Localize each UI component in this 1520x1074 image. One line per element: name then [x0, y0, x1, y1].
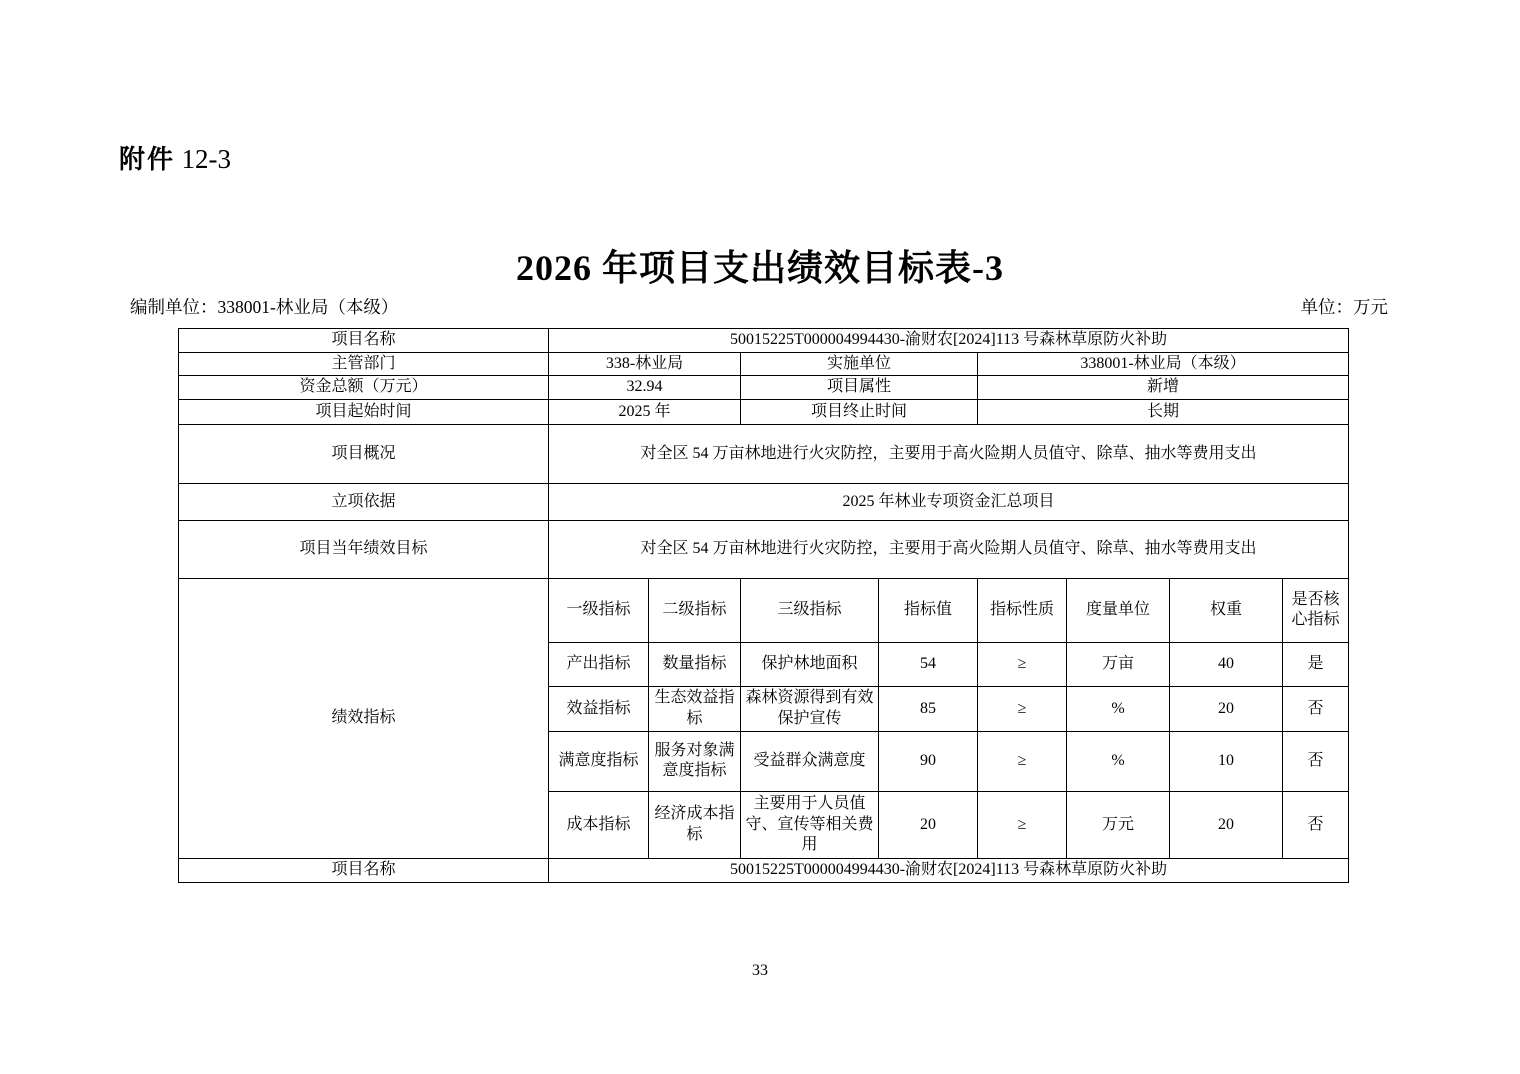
indicator-nature-cell: ≥ [978, 642, 1067, 686]
indicator-level3-cell: 主要用于人员值守、宣传等相关费用 [741, 791, 879, 858]
indicator-level3-cell: 森林资源得到有效保护宣传 [741, 686, 879, 731]
annual-goal-value-cell: 对全区 54 万亩林地进行火灾防控，主要用于高火险期人员值守、除草、抽水等费用支出 [549, 520, 1349, 578]
prepared-by-label: 编制单位：338001-林业局（本级） [130, 297, 399, 317]
indicator-header-row [179, 578, 1349, 642]
attachment-label-prefix: 附件 [119, 144, 176, 174]
annual-goal-label-cell: 项目当年绩效目标 [179, 520, 549, 578]
project-name-value-cell: 50015225T000004994430-渝财农[2024]113 号森林草原防火补助 [549, 329, 1349, 353]
indicator-level2-cell: 经济成本指标 [649, 791, 741, 858]
header-unit-cell: 度量单位 [1067, 578, 1170, 642]
performance-target-table [178, 328, 1349, 883]
indicator-weight-cell: 20 [1170, 791, 1283, 858]
table-row [179, 329, 1349, 353]
header-level3-cell: 三级指标 [741, 578, 879, 642]
indicator-level3-cell: 受益群众满意度 [741, 731, 879, 791]
total-fund-label-cell: 资金总额（万元） [179, 376, 549, 399]
table-row [179, 399, 1349, 424]
page-title: 2026 年项目支出绩效目标表-3 [516, 248, 1004, 288]
indicator-level1-cell: 产出指标 [549, 642, 649, 686]
indicator-value-cell: 90 [879, 731, 978, 791]
indicator-level2-cell: 生态效益指标 [649, 686, 741, 731]
indicator-unit-cell: 万亩 [1067, 642, 1170, 686]
indicator-core-cell: 否 [1283, 686, 1349, 731]
attribute-value-cell: 新增 [978, 376, 1349, 399]
meta-line [130, 294, 1388, 319]
start-time-value-cell: 2025 年 [549, 399, 741, 424]
attribute-label-cell: 项目属性 [741, 376, 978, 399]
indicator-unit-cell: % [1067, 731, 1170, 791]
project-name-label-cell: 项目名称 [179, 329, 549, 353]
attachment-label-number: 12-3 [181, 144, 232, 174]
indicator-value-cell: 54 [879, 642, 978, 686]
total-fund-value-cell: 32.94 [549, 376, 741, 399]
indicator-weight-cell: 40 [1170, 642, 1283, 686]
overview-value-cell: 对全区 54 万亩林地进行火灾防控，主要用于高火险期人员值守、除草、抽水等费用支出 [549, 424, 1349, 483]
header-weight-cell: 权重 [1170, 578, 1283, 642]
indicator-level1-cell: 效益指标 [549, 686, 649, 731]
table-row [179, 520, 1349, 578]
header-value-cell: 指标值 [879, 578, 978, 642]
end-time-label-cell: 项目终止时间 [741, 399, 978, 424]
header-level1-cell: 一级指标 [549, 578, 649, 642]
indicator-level1-cell: 成本指标 [549, 791, 649, 858]
footer-project-name-label-cell: 项目名称 [179, 858, 549, 882]
header-core-cell: 是否核心指标 [1283, 578, 1349, 642]
indicator-nature-cell: ≥ [978, 791, 1067, 858]
table-row [179, 353, 1349, 376]
indicator-level2-cell: 服务对象满意度指标 [649, 731, 741, 791]
indicator-value-cell: 20 [879, 791, 978, 858]
unit-label: 单位：万元 [1300, 297, 1388, 317]
overview-label-cell: 项目概况 [179, 424, 549, 483]
indicator-weight-cell: 10 [1170, 731, 1283, 791]
start-time-label-cell: 项目起始时间 [179, 399, 549, 424]
footer-project-name-value-cell: 50015225T000004994430-渝财农[2024]113 号森林草原防火补助 [549, 858, 1349, 882]
dept-label-cell: 主管部门 [179, 353, 549, 376]
impl-unit-value-cell: 338001-林业局（本级） [978, 353, 1349, 376]
indicator-core-cell: 否 [1283, 731, 1349, 791]
indicator-value-cell: 85 [879, 686, 978, 731]
table-row [179, 483, 1349, 520]
indicator-nature-cell: ≥ [978, 686, 1067, 731]
table-row [179, 424, 1349, 483]
indicator-nature-cell: ≥ [978, 731, 1067, 791]
impl-unit-label-cell: 实施单位 [741, 353, 978, 376]
indicator-unit-cell: % [1067, 686, 1170, 731]
basis-value-cell: 2025 年林业专项资金汇总项目 [549, 483, 1349, 520]
indicator-level3-cell: 保护林地面积 [741, 642, 879, 686]
table-row [179, 376, 1349, 399]
table-row [179, 858, 1349, 882]
header-level2-cell: 二级指标 [649, 578, 741, 642]
indicator-core-cell: 是 [1283, 642, 1349, 686]
header-nature-cell: 指标性质 [978, 578, 1067, 642]
attachment-label [119, 139, 231, 176]
indicator-level2-cell: 数量指标 [649, 642, 741, 686]
indicator-section-label-cell: 绩效指标 [179, 578, 549, 858]
indicator-weight-cell: 20 [1170, 686, 1283, 731]
indicator-core-cell: 否 [1283, 791, 1349, 858]
indicator-level1-cell: 满意度指标 [549, 731, 649, 791]
page-number: 33 [752, 962, 768, 979]
dept-value-cell: 338-林业局 [549, 353, 741, 376]
end-time-value-cell: 长期 [978, 399, 1349, 424]
indicator-unit-cell: 万元 [1067, 791, 1170, 858]
basis-label-cell: 立项依据 [179, 483, 549, 520]
